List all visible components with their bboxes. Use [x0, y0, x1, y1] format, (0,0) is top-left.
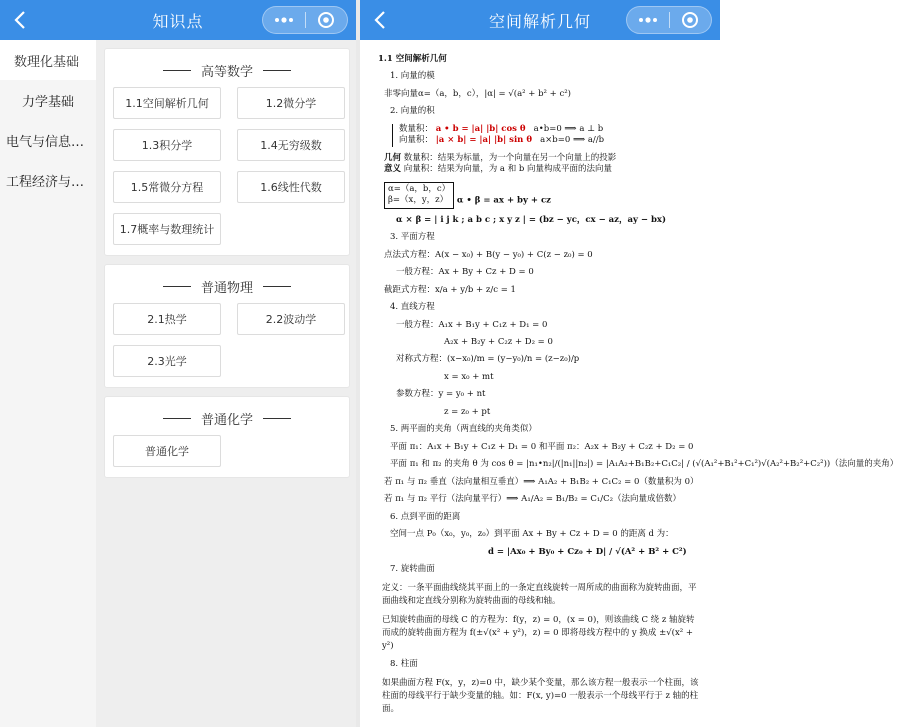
knowledge-list-screen — [0, 0, 360, 727]
subsection-heading: 7. 旋转曲面 — [390, 564, 435, 575]
formula-line: 平面 π₁ 和 π₂ 的夹角 θ 为 cos θ = |n₁•n₂|/(|n₁||n₂|) = |A₁A₂+B₁B₂+C₁C₂| / (√(A₁²+B₁²+C₁²)√(A₂²+B₂²+C₂²))（法向量的夹角） — [390, 459, 898, 470]
formula-emphasis: |a × b| = |a| |b| sin θ — [435, 135, 532, 146]
close-program-button[interactable] — [305, 7, 347, 33]
article-screen — [360, 0, 898, 727]
subsection-heading: 3. 平面方程 — [390, 232, 435, 243]
topic-button[interactable]: 1.1空间解析几何 — [113, 87, 221, 119]
card-title: 普通物理 — [200, 280, 253, 296]
formula-line: 一般方程：A₁x + B₁y + C₁z + D₁ = 0 — [396, 319, 548, 330]
formula-label: 向量积： — [399, 135, 434, 146]
paragraph: 如果曲面方程 F(x，y，z)=0 中，缺少某个变量，那么该方程一般表示一个柱面，该柱面的母线平行于缺少变量的轴。如：F(x, y)=0 一般表示一个母线平行于 z 轴的柱面。 — [382, 677, 699, 715]
formula-text: 数量积：结果为标量，为一个向量在另一个向量上的投影 — [403, 152, 617, 163]
sidebar-item-mechanics[interactable] — [0, 80, 96, 120]
formula-line: 平面 π₁：A₁x + B₁y + C₁z + D₁ = 0 和平面 π₂：A₂x + B₂y + C₂z + D₂ = 0 — [390, 441, 694, 452]
more-button[interactable] — [627, 7, 669, 33]
category-sidebar — [0, 40, 96, 727]
subsection-heading: 1. 向量的模 — [390, 71, 435, 82]
formula-label: 数量积： — [399, 123, 434, 134]
formula-line: α × β = | i j k ; a b c ; x y z | = (bz − yc，cx − az，ay − bx) — [396, 214, 667, 225]
formula-label: 意义 — [384, 164, 402, 175]
subsection-heading: 2. 向量的积 — [390, 106, 435, 117]
sidebar-item-economics[interactable] — [0, 160, 96, 200]
subsection-heading: 8. 柱面 — [390, 659, 418, 670]
sidebar-item-electrical[interactable] — [0, 120, 96, 160]
formula-emphasis: a • b = |a| |b| cos θ — [435, 123, 526, 134]
sidebar-item-label: 力学基础 — [21, 94, 74, 110]
topic-button[interactable]: 1.4无穷级数 — [237, 129, 345, 161]
formula-text: β=（x，y，z） — [388, 195, 449, 206]
close-program-button[interactable] — [669, 7, 711, 33]
formula-line: 对称式方程：(x−x₀)/m = (y−y₀)/n = (z−z₀)/p — [396, 354, 580, 365]
formula-line: 点法式方程：A(x − x₀) + B(y − y₀) + C(z − z₀) = 0 — [384, 249, 593, 260]
subsection-heading: 4. 直线方程 — [390, 302, 435, 313]
formula-line: 若 π₁ 与 π₂ 垂直（法向量相互垂直）⟹ A₁A₂ + B₁B₂ + C₁C₂ = 0（数量积为 0） — [384, 476, 699, 487]
formula-emphasis: α • β = ax + by + cz — [456, 195, 551, 206]
formula-line: x = x₀ + mt — [444, 371, 494, 382]
more-dots-icon — [638, 17, 658, 23]
sidebar-item-math-physics-chem[interactable] — [0, 40, 96, 80]
topic-grid — [113, 87, 341, 245]
topic-button[interactable]: 2.3光学 — [113, 345, 221, 377]
formula-line: 空间一点 P₀（x₀，y₀，z₀）到平面 Ax + By + Cz + D = 0 的距离 d 为： — [390, 529, 674, 540]
more-dots-icon — [274, 17, 294, 23]
formula-result: a•b=0 ⟹ a ⊥ b — [533, 123, 604, 134]
subsection-heading: 5. 两平面的夹角（两直线的夹角类似） — [390, 424, 537, 435]
sidebar-item-label: 工程经济与… — [6, 174, 85, 190]
topic-button[interactable]: 普通化学 — [113, 435, 221, 467]
paragraph: 已知旋转曲面的母线 C 的方程为：f(y，z) = 0，(x = 0)，则该曲线 C 绕 z 轴旋转而成的旋转曲面方程为 f(±√(x² + y²)，z) = 0 即将母线方程中的 y 换成 ±√(x² + y²) — [382, 614, 695, 652]
back-button[interactable] — [8, 8, 32, 32]
formula-line: 若 π₁ 与 π₂ 平行（法向量平行）⟹ A₁/A₂ = B₁/B₂ = C₁/C₂（法向量成倍数） — [384, 494, 682, 505]
formula-line: A₂x + B₂y + C₂z + D₂ = 0 — [444, 336, 553, 347]
article-body — [360, 40, 898, 727]
more-button[interactable] — [263, 7, 305, 33]
topic-grid — [113, 303, 341, 377]
formula-label: 几何 — [384, 152, 402, 163]
section-heading: 1.1 空间解析几何 — [378, 54, 447, 64]
subsection-heading: 6. 点到平面的距离 — [390, 511, 461, 522]
formula-line: 一般方程：Ax + By + Cz + D = 0 — [396, 267, 534, 278]
formula-text: α=（a，b，c） — [388, 183, 451, 194]
mini-program-capsule — [262, 6, 348, 34]
topic-button[interactable]: 2.1热学 — [113, 303, 221, 335]
divider-line — [163, 286, 191, 287]
topic-card-general-physics — [104, 264, 350, 388]
card-header — [113, 407, 341, 429]
target-circle-icon — [681, 11, 699, 29]
navbar — [360, 0, 720, 40]
brace-group — [392, 124, 604, 147]
topic-button[interactable]: 1.2微分学 — [237, 87, 345, 119]
formula-line — [378, 124, 708, 147]
mini-program-capsule — [626, 6, 712, 34]
topic-grid — [113, 435, 341, 467]
topic-button[interactable]: 1.6线性代数 — [237, 171, 345, 203]
divider-line — [163, 418, 191, 419]
formula-line — [378, 153, 708, 176]
card-title: 普通化学 — [200, 412, 253, 428]
back-button[interactable] — [368, 8, 392, 32]
topic-content — [96, 40, 356, 727]
divider-line — [263, 70, 291, 71]
topic-card-general-chemistry — [104, 396, 350, 478]
formula-line: z = z₀ + pt — [444, 406, 491, 417]
chevron-left-icon — [373, 10, 387, 30]
card-title: 高等数学 — [200, 64, 253, 80]
formula-line: 非零向量α=（a，b，c），|α| = √(a² + b² + c²) — [384, 88, 571, 99]
topic-button[interactable]: 1.5常微分方程 — [113, 171, 221, 203]
card-header — [113, 59, 341, 81]
page-title: 空间解析几何 — [488, 11, 591, 31]
divider-line — [163, 70, 191, 71]
topic-card-advanced-math — [104, 48, 350, 256]
formula-line: d = |Ax₀ + By₀ + Cz₀ + D| / √(A² + B² + C²) — [488, 546, 687, 557]
vector-definition-box — [384, 182, 454, 209]
divider-line — [263, 418, 291, 419]
target-circle-icon — [317, 11, 335, 29]
card-header — [113, 275, 341, 297]
page-title: 知识点 — [152, 11, 204, 31]
formula-line — [378, 182, 708, 209]
topic-button[interactable]: 2.2波动学 — [237, 303, 345, 335]
paragraph: 定义：一条平面曲线绕其平面上的一条定直线旋转一周所成的曲面称为旋转曲面，平面曲线和定直线分别称为旋转曲面的母线和轴。 — [382, 582, 697, 606]
formula-line: 参数方程：y = y₀ + nt — [396, 389, 486, 400]
topic-button[interactable]: 1.7概率与数理统计 — [113, 213, 221, 245]
formula-line: 截距式方程：x/a + y/b + z/c = 1 — [384, 284, 516, 295]
sidebar-item-label: 数理化基础 — [14, 54, 80, 70]
formula-text: 向量积：结果为向量，为 a 和 b 向量构成平面的法向量 — [403, 164, 613, 175]
navbar — [0, 0, 356, 40]
formula-result: a×b=0 ⟹ a//b — [540, 135, 605, 146]
chevron-left-icon — [13, 10, 27, 30]
sidebar-item-label: 电气与信息… — [6, 134, 85, 150]
divider-line — [263, 286, 291, 287]
topic-button[interactable]: 1.3积分学 — [113, 129, 221, 161]
